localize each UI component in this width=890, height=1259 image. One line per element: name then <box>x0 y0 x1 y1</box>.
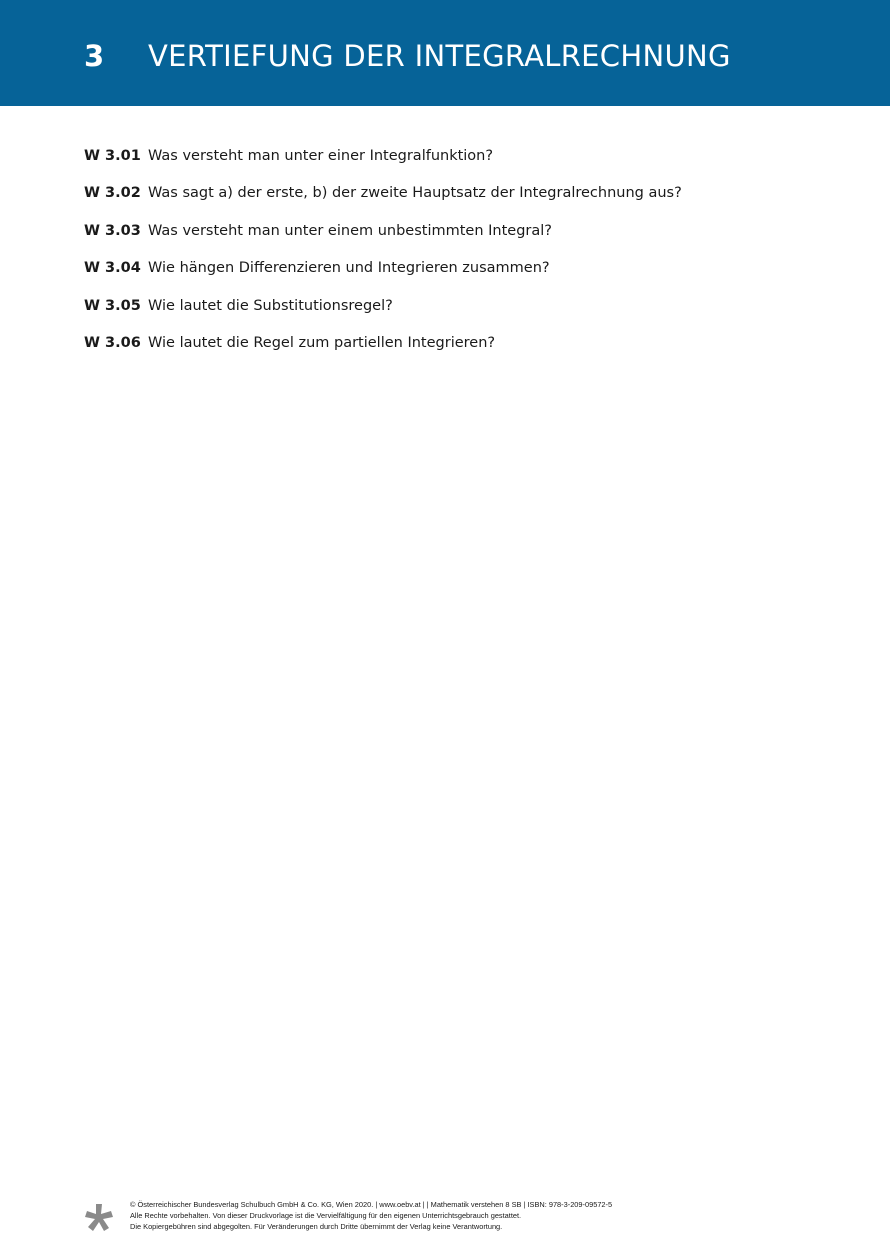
question-list <box>84 144 844 368</box>
question-text: Was versteht man unter einer Integralfunktion? <box>148 148 494 164</box>
chapter-header <box>0 0 890 106</box>
question-item <box>84 219 844 256</box>
question-text: Wie lautet die Regel zum partiellen Integrieren? <box>148 334 496 351</box>
question-id: W 3.04 <box>84 260 141 277</box>
footer-line-2: Alle Rechte vorbehalten. Von dieser Druckvorlage ist die Vervielfältigung für den eigenen Unterrichtsgebrauch gestattet. <box>130 1211 522 1220</box>
question-id: W 3.01 <box>84 148 141 164</box>
question-item <box>84 144 844 181</box>
question-item <box>84 331 844 368</box>
question-item <box>84 294 844 331</box>
question-id: W 3.02 <box>84 185 141 202</box>
question-id: W 3.05 <box>84 297 141 314</box>
question-text: Wie hängen Differenzieren und Integrieren zusammen? <box>148 260 550 277</box>
footer-copyright <box>130 1199 612 1232</box>
question-id: W 3.06 <box>84 334 141 351</box>
question-text: Was sagt a) der erste, b) der zweite Hauptsatz der Integralrechnung aus? <box>148 185 682 202</box>
chapter-number: 3 <box>84 39 105 73</box>
question-id: W 3.03 <box>84 222 141 239</box>
question-item <box>84 256 844 293</box>
page-footer <box>84 1199 784 1239</box>
footer-line-3: Die Kopiergebühren sind abgegolten. Für Veränderungen durch Dritte übernimmt der Verlag keine Verantwortung. <box>130 1222 503 1231</box>
publisher-logo-icon <box>84 1202 114 1232</box>
chapter-title: VERTIEFUNG DER INTEGRALRECHNUNG <box>148 39 731 73</box>
footer-line-1: © Österreichischer Bundesverlag Schulbuch GmbH & Co. KG, Wien 2020. | www.oebv.at | | Mathematik verstehen 8 SB | ISBN: 978-3-209-09572-5 <box>130 1200 613 1209</box>
question-item <box>84 181 844 218</box>
question-text: Wie lautet die Substitutionsregel? <box>148 297 393 314</box>
question-text: Was versteht man unter einem unbestimmten Integral? <box>148 222 553 239</box>
